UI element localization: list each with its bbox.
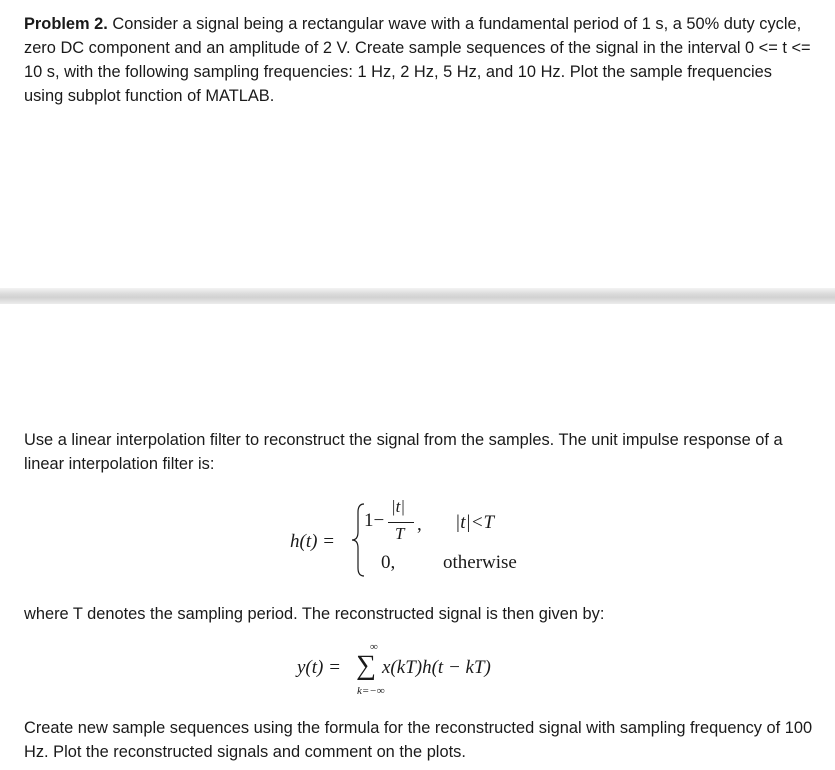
- eq1-denominator: T: [395, 524, 405, 543]
- problem-text: Consider a signal being a rectangular wave with a fundamental period of 1 s, a 50% duty cycle, zero DC component and an amplitude of 2 V. Create sample sequences of the signal in the interval 0 <= t <= 10 s, with the following sampling frequencies: 1 Hz, 2 Hz, 5 Hz, and 10 Hz. Plot the sample frequencies using subplot function of MATLAB.: [24, 15, 811, 105]
- eq1-condition-2: otherwise: [443, 552, 517, 573]
- eq2-lower-limit: k=−∞: [357, 685, 385, 697]
- eq1-fraction-bar: [388, 522, 414, 523]
- eq1-lhs: h(t) =: [290, 531, 336, 552]
- eq2-lhs: y(t) =: [297, 657, 341, 678]
- problem-statement: [24, 12, 814, 108]
- eq1-one-minus: 1−: [364, 510, 385, 531]
- eq2-sum-symbol: ∑: [356, 650, 376, 681]
- reconstruction-intro: where T denotes the sampling period. The reconstructed signal is then given by:: [24, 605, 605, 623]
- page-divider: [0, 288, 835, 304]
- eq2-upper-limit: ∞: [370, 641, 378, 653]
- problem-label: Problem 2.: [24, 15, 108, 33]
- interpolation-instructions: Use a linear interpolation filter to reconstruct the signal from the samples. The unit impulse response of a linear interpolation filter is:: [24, 431, 783, 473]
- eq1-condition-1: |t|<T: [455, 512, 495, 533]
- eq1-zero: 0,: [381, 552, 396, 573]
- final-task: Create new sample sequences using the formula for the reconstructed signal with sampling frequency of 100 Hz. Plot the reconstructed signals and comment on the plots.: [24, 719, 813, 761]
- eq2-body: x(kT)h(t − kT): [382, 657, 491, 678]
- eq1-numerator: |t|: [391, 497, 406, 516]
- eq1-comma: ,: [417, 514, 422, 535]
